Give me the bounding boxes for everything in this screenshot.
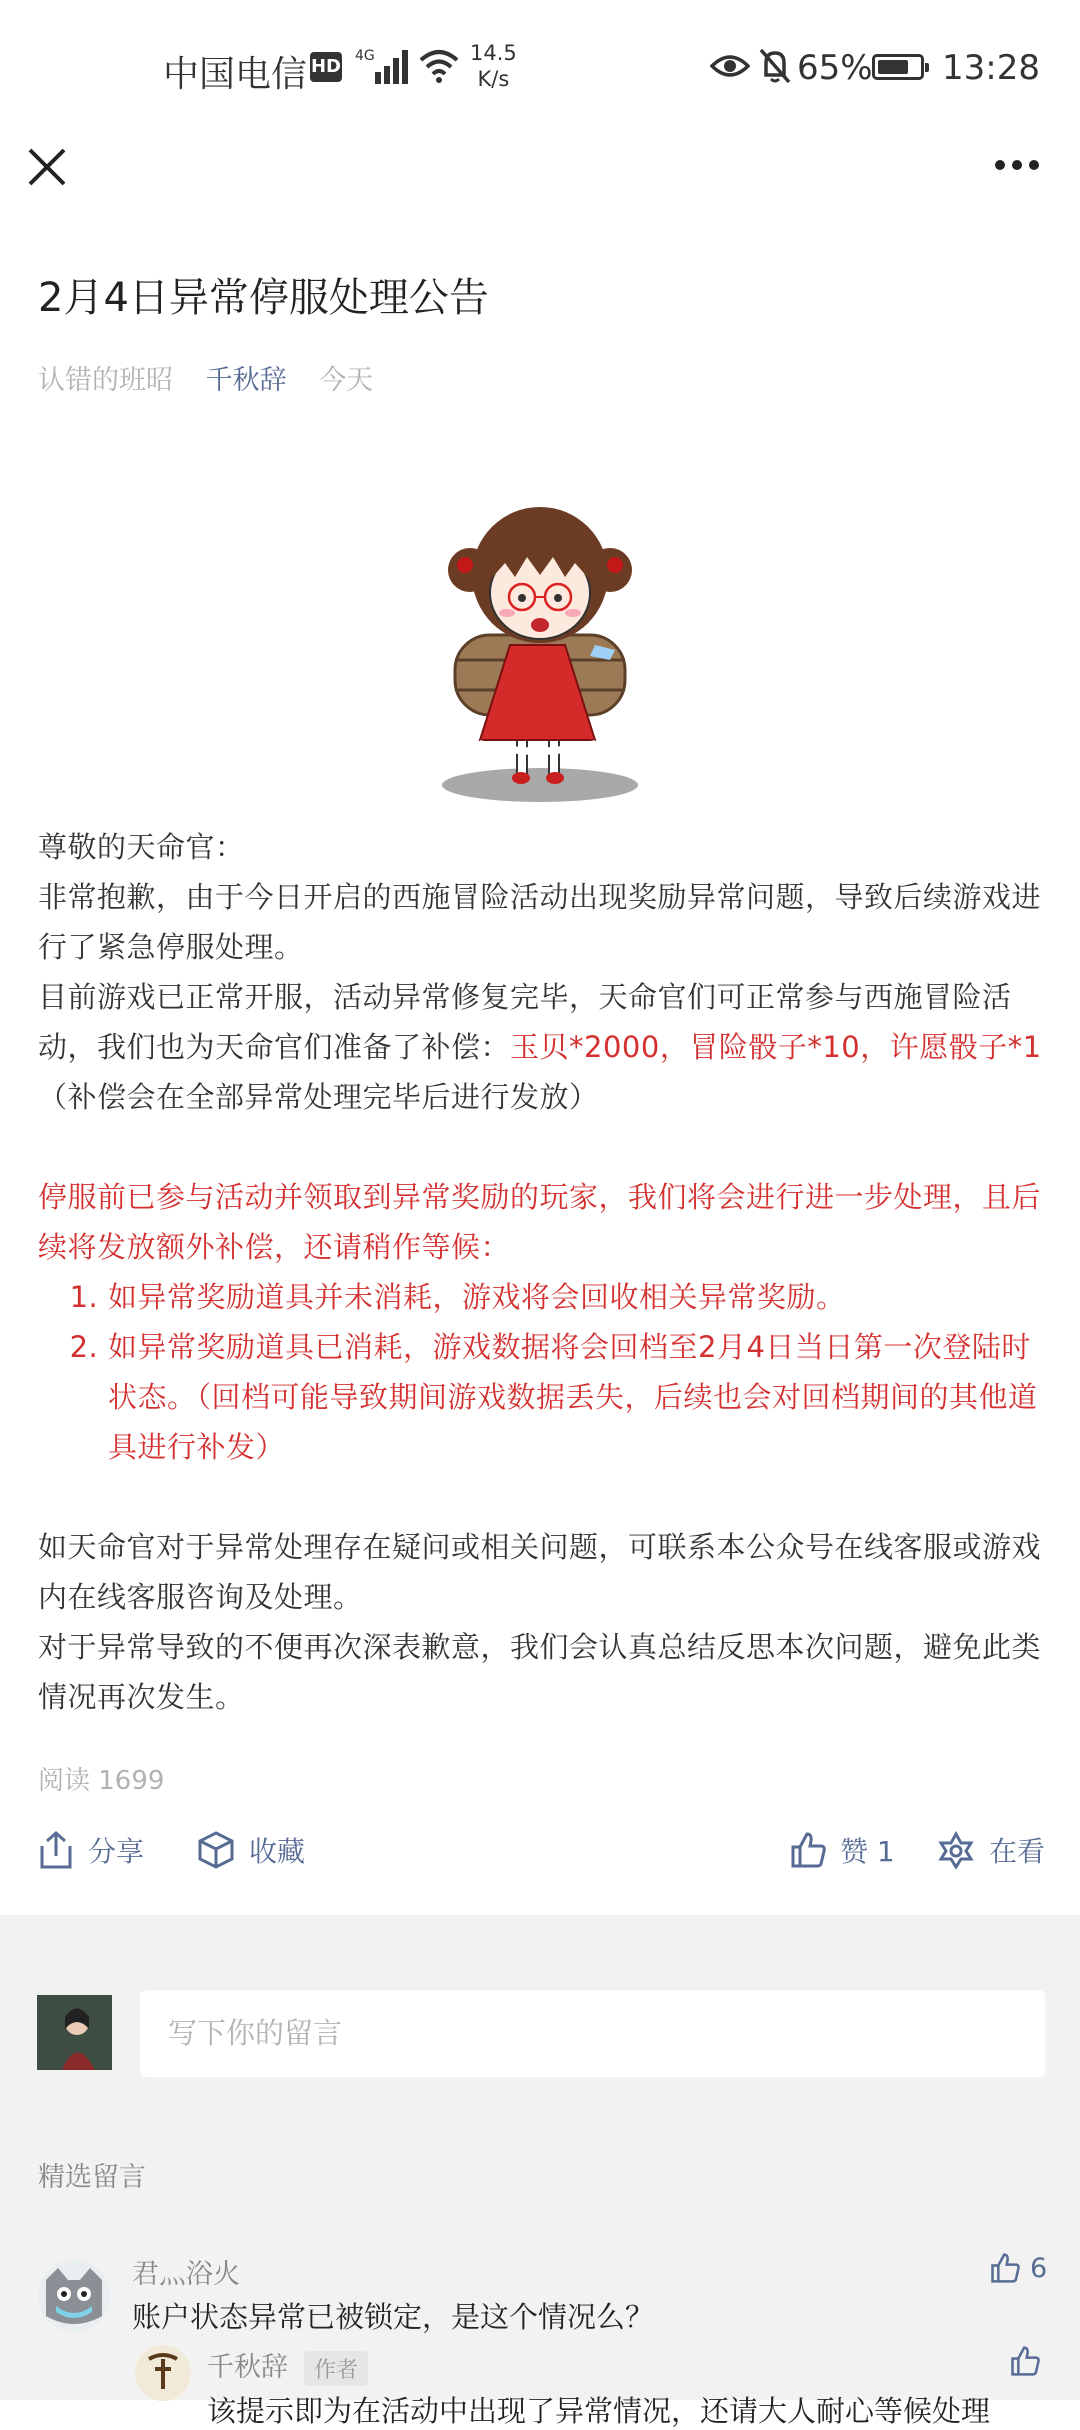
author-avatar xyxy=(135,2345,191,2401)
thumbs-up-icon xyxy=(790,1831,826,1869)
battery-percent: 65% xyxy=(797,48,873,88)
hd-icon: HD xyxy=(310,52,342,82)
clock: 13:28 xyxy=(942,48,1040,88)
comment-like-button[interactable] xyxy=(990,2252,1047,2284)
favorite-button[interactable] xyxy=(197,1820,305,1880)
mute-bell-icon xyxy=(758,47,792,85)
handling-list xyxy=(38,1272,1048,1472)
article-meta xyxy=(38,358,397,397)
carrier-label: 中国电信 xyxy=(163,54,308,95)
watching-button[interactable] xyxy=(937,1820,1045,1880)
reply-like-button[interactable] xyxy=(1010,2345,1040,2377)
article-title: 2月4日异常停服处理公告 xyxy=(38,275,489,321)
paragraph-2-end: （补偿会在全部异常处理完毕后进行发放） xyxy=(38,1080,599,1114)
cube-icon xyxy=(197,1830,235,1870)
account-name-link[interactable]: 千秋辞 xyxy=(205,365,287,396)
eye-icon xyxy=(710,50,750,82)
share-icon xyxy=(38,1830,74,1870)
author-reply xyxy=(0,2345,1080,2428)
like-label: 赞 1 xyxy=(840,1835,895,1868)
speed-value: 14.5 xyxy=(470,41,517,65)
thumbs-up-icon xyxy=(990,2252,1020,2284)
signal-icon xyxy=(355,46,410,86)
share-label: 分享 xyxy=(88,1835,145,1868)
comment-like-count: 6 xyxy=(1030,2252,1048,2284)
like-button[interactable] xyxy=(790,1820,895,1880)
close-icon[interactable] xyxy=(24,144,70,190)
paragraph-3: 停服前已参与活动并领取到异常奖励的玩家，我们将会进行进一步处理，且后续将发放额外补偿，还请稍作等候： xyxy=(38,1180,1042,1264)
comment-input[interactable]: 写下你的留言 xyxy=(140,1990,1045,2077)
paragraph-5: 对于异常导致的不便再次深表歉意，我们会认真总结反思本次问题，避免此类情况再次发生。 xyxy=(38,1630,1042,1714)
favorite-label: 收藏 xyxy=(249,1835,306,1868)
network-speed xyxy=(470,40,517,92)
reply-author xyxy=(207,2345,368,2386)
crying-girl-illustration xyxy=(425,485,655,805)
watching-label: 在看 xyxy=(989,1835,1046,1868)
author-tag: 作者 xyxy=(304,2351,368,2386)
paragraph-2 xyxy=(38,972,1048,1122)
reply-text: 该提示即为在活动中出现了异常情况，还请大人耐心等候处理 xyxy=(207,2394,991,2428)
author-name: 认错的班昭 xyxy=(38,365,173,396)
commenter-avatar xyxy=(38,2260,110,2332)
comment-text: 账户状态异常已被锁定，是这个情况么？ xyxy=(132,2300,655,2334)
status-bar xyxy=(0,0,1080,130)
paragraph-4: 如天命官对于异常处理存在疑问或相关问题，可联系本公众号在线客服或游戏内在线客服咨询及处理。 xyxy=(38,1530,1042,1614)
commenter-name: 君灬浴火 xyxy=(132,2259,240,2290)
compensation-list: 玉贝*2000，冒险骰子*10，许愿骰子*1 xyxy=(510,1030,1042,1064)
share-button[interactable] xyxy=(38,1820,144,1880)
comment-section xyxy=(0,1915,1080,2428)
action-bar xyxy=(0,1820,1080,1880)
article-body xyxy=(38,822,1048,1722)
more-options-icon[interactable] xyxy=(992,150,1042,180)
greeting: 尊敬的天命官： xyxy=(38,830,245,864)
watching-icon xyxy=(937,1831,975,1869)
wifi-icon xyxy=(418,48,460,84)
list-item: 2. 如异常奖励道具已消耗，游戏数据将会回档至2月4日当日第一次登陆时状态。（回档可能导致期间游戏数据丢失，后续也会对回档期间的其他道具进行补发） xyxy=(108,1322,1048,1472)
my-avatar xyxy=(37,1995,112,2070)
thumbs-up-icon xyxy=(1010,2345,1040,2377)
reply-author-name: 千秋辞 xyxy=(207,2352,288,2383)
top-bar xyxy=(0,130,1080,220)
list-item: 1. 如异常奖励道具并未消耗，游戏将会回收相关异常奖励。 xyxy=(108,1272,1048,1322)
network-type: 4G xyxy=(355,48,375,64)
paragraph-1: 非常抱歉，由于今日开启的西施冒险活动出现奖励异常问题，导致后续游戏进行了紧急停服处理。 xyxy=(38,880,1042,964)
paragraph-2-start: 目前游戏已正常开服，活动异常修复完毕，天命官们可正常参与西施冒险活动，我们也为天命官们准备了补偿： xyxy=(38,980,1012,1064)
battery-icon xyxy=(872,54,924,80)
selected-comments-title: 精选留言 xyxy=(38,2162,146,2193)
speed-unit: K/s xyxy=(477,67,510,91)
publish-date: 今天 xyxy=(319,365,374,396)
read-count: 阅读 1699 xyxy=(38,1766,165,1796)
